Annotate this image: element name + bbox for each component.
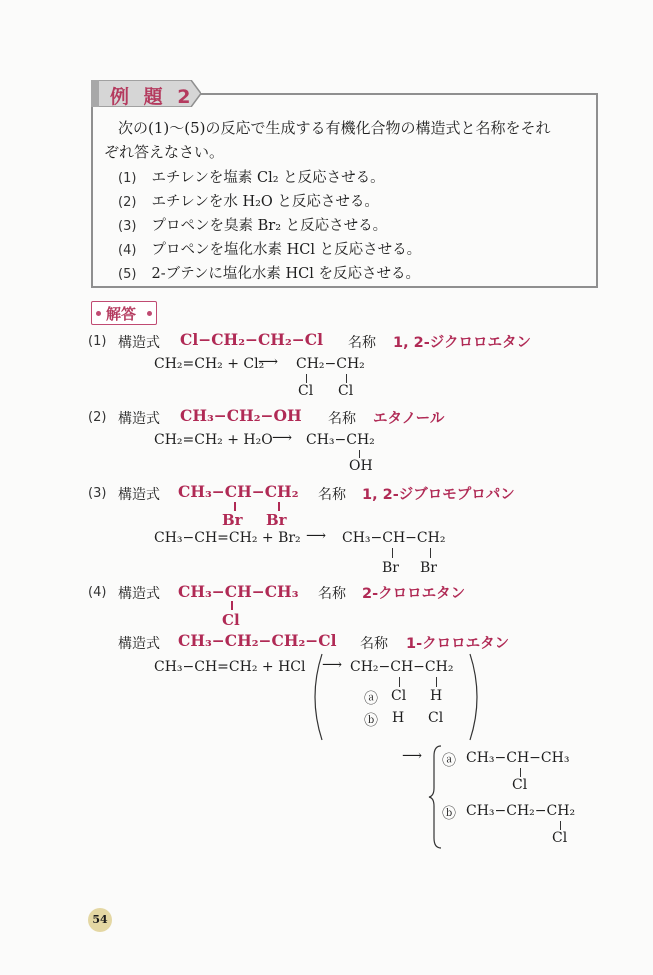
answer-4-name-2: 1-クロロエタン xyxy=(406,636,510,652)
bond-line xyxy=(430,548,431,558)
question-text: プロペンを塩化水素 HCl と反応させる。 xyxy=(151,242,422,258)
name-label: 名称 xyxy=(318,487,346,503)
result-b-mark: ⓑ xyxy=(442,806,456,822)
answer-3-structure-sub-1: Br xyxy=(222,511,243,529)
bond-line xyxy=(234,502,236,511)
question-3 xyxy=(118,214,387,235)
row-b-col-1: H xyxy=(392,710,405,726)
question-number: (1) xyxy=(118,171,137,186)
answer-tag-dot-right xyxy=(147,311,152,316)
structure-label: 構造式 xyxy=(118,636,160,652)
answer-2-structure: CH₃−CH₂−OH xyxy=(180,406,302,425)
bond-line xyxy=(560,821,561,830)
answer-1-sub-2: Cl xyxy=(338,383,354,399)
answer-3-equation-left: CH₃−CH=CH₂ + Br₂ xyxy=(154,530,301,546)
answer-1-arrow: ⟶ xyxy=(258,354,279,370)
question-2 xyxy=(118,190,379,211)
example-intro-line2: ぞれ答えなさい。 xyxy=(104,143,225,161)
result-b-sub: Cl xyxy=(552,830,568,846)
question-text: プロペンを臭素 Br₂ と反応させる。 xyxy=(151,218,388,234)
result-a-formula: CH₃−CH−CH₃ xyxy=(466,750,570,766)
answer-4-result-arrow: ⟶ xyxy=(402,748,423,764)
answer-1-sub-1: Cl xyxy=(298,383,314,399)
bond-line xyxy=(231,601,233,610)
bond-line xyxy=(399,677,400,687)
question-number: (3) xyxy=(118,219,137,234)
name-label: 名称 xyxy=(360,636,388,652)
answer-4-structure-2: CH₃−CH₂−CH₂−Cl xyxy=(178,631,337,650)
answer-3-sub-2: Br xyxy=(420,560,437,576)
answer-3-sub-1: Br xyxy=(382,560,399,576)
answer-3-arrow: ⟶ xyxy=(306,528,327,544)
bond-line xyxy=(278,502,280,511)
answer-2-sub-1: OH xyxy=(349,458,373,474)
question-number: (5) xyxy=(118,267,137,282)
bond-line xyxy=(306,374,307,383)
answer-1-structure: Cl−CH₂−CH₂−Cl xyxy=(180,330,323,349)
example-tab xyxy=(91,80,201,107)
result-a-sub: Cl xyxy=(512,777,528,793)
structure-label: 構造式 xyxy=(118,586,160,602)
row-a-col-2: H xyxy=(430,688,443,704)
structure-label: 構造式 xyxy=(118,411,160,427)
answer-1-name: 1, 2-ジクロロエタン xyxy=(393,335,531,351)
result-b-formula: CH₃−CH₂−CH₂ xyxy=(466,803,576,819)
answer-4-equation-right: CH₂−CH−CH₂ xyxy=(350,659,454,675)
question-5 xyxy=(118,262,420,283)
answer-tag-dot-left xyxy=(96,311,101,316)
bond-line xyxy=(346,374,347,383)
name-label: 名称 xyxy=(328,411,356,427)
name-label: 名称 xyxy=(348,335,376,351)
answer-4-structure-1-sub: Cl xyxy=(222,611,240,629)
example-title: 例 題 2 xyxy=(110,86,195,108)
question-text: エチレンを水 H₂O と反応させる。 xyxy=(151,194,379,210)
answer-3-structure-sub-2: Br xyxy=(266,511,287,529)
answer-3-number: (3) xyxy=(88,486,107,501)
answer-3-equation-right: CH₃−CH−CH₂ xyxy=(342,530,446,546)
answer-label: 解答 xyxy=(106,305,137,323)
question-1 xyxy=(118,166,385,187)
bond-line xyxy=(520,768,521,777)
answer-3-structure: CH₃−CH−CH₂ xyxy=(178,482,299,501)
question-number: (4) xyxy=(118,243,137,258)
answer-4-number: (4) xyxy=(88,585,107,600)
answer-4-equation-left: CH₃−CH=CH₂ + HCl xyxy=(154,659,306,675)
bond-line xyxy=(392,548,393,558)
answer-4-structure-1: CH₃−CH−CH₃ xyxy=(178,582,299,601)
structure-label: 構造式 xyxy=(118,487,160,503)
answer-2-name: エタノール xyxy=(373,411,445,427)
row-b-col-2: Cl xyxy=(428,710,444,726)
answer-2-number: (2) xyxy=(88,410,107,425)
row-b-mark: ⓑ xyxy=(364,713,378,729)
question-text: エチレンを塩素 Cl₂ と反応させる。 xyxy=(151,170,385,186)
answer-1-equation-right: CH₂−CH₂ xyxy=(296,356,365,372)
answer-2-equation-left: CH₂=CH₂ + H₂O xyxy=(154,432,273,448)
example-intro-line1: 次の(1)〜(5)の反応で生成する有機化合物の構造式と名称をそれ xyxy=(118,119,551,137)
structure-label: 構造式 xyxy=(118,335,160,351)
bond-line xyxy=(359,450,360,458)
answer-4-arrow: ⟶ xyxy=(322,657,343,673)
answer-3-name: 1, 2-ジブロモプロパン xyxy=(362,487,515,503)
answer-1-equation-left: CH₂=CH₂ + Cl₂ xyxy=(154,356,265,372)
question-4 xyxy=(118,238,421,259)
answer-tag xyxy=(91,301,157,325)
answer-2-arrow: ⟶ xyxy=(272,430,293,446)
answer-4-name-1: 2-クロロエタン xyxy=(362,586,466,602)
result-a-mark: ⓐ xyxy=(442,753,456,769)
question-number: (2) xyxy=(118,195,137,210)
name-label: 名称 xyxy=(318,586,346,602)
bond-line xyxy=(436,677,437,687)
answer-1-number: (1) xyxy=(88,334,107,349)
question-text: 2-ブテンに塩化水素 HCl を反応させる。 xyxy=(151,266,421,282)
page-number: 54 xyxy=(88,908,112,932)
row-a-mark: ⓐ xyxy=(364,691,378,707)
answer-2-equation-right: CH₃−CH₂ xyxy=(306,432,375,448)
row-a-col-1: Cl xyxy=(391,688,407,704)
